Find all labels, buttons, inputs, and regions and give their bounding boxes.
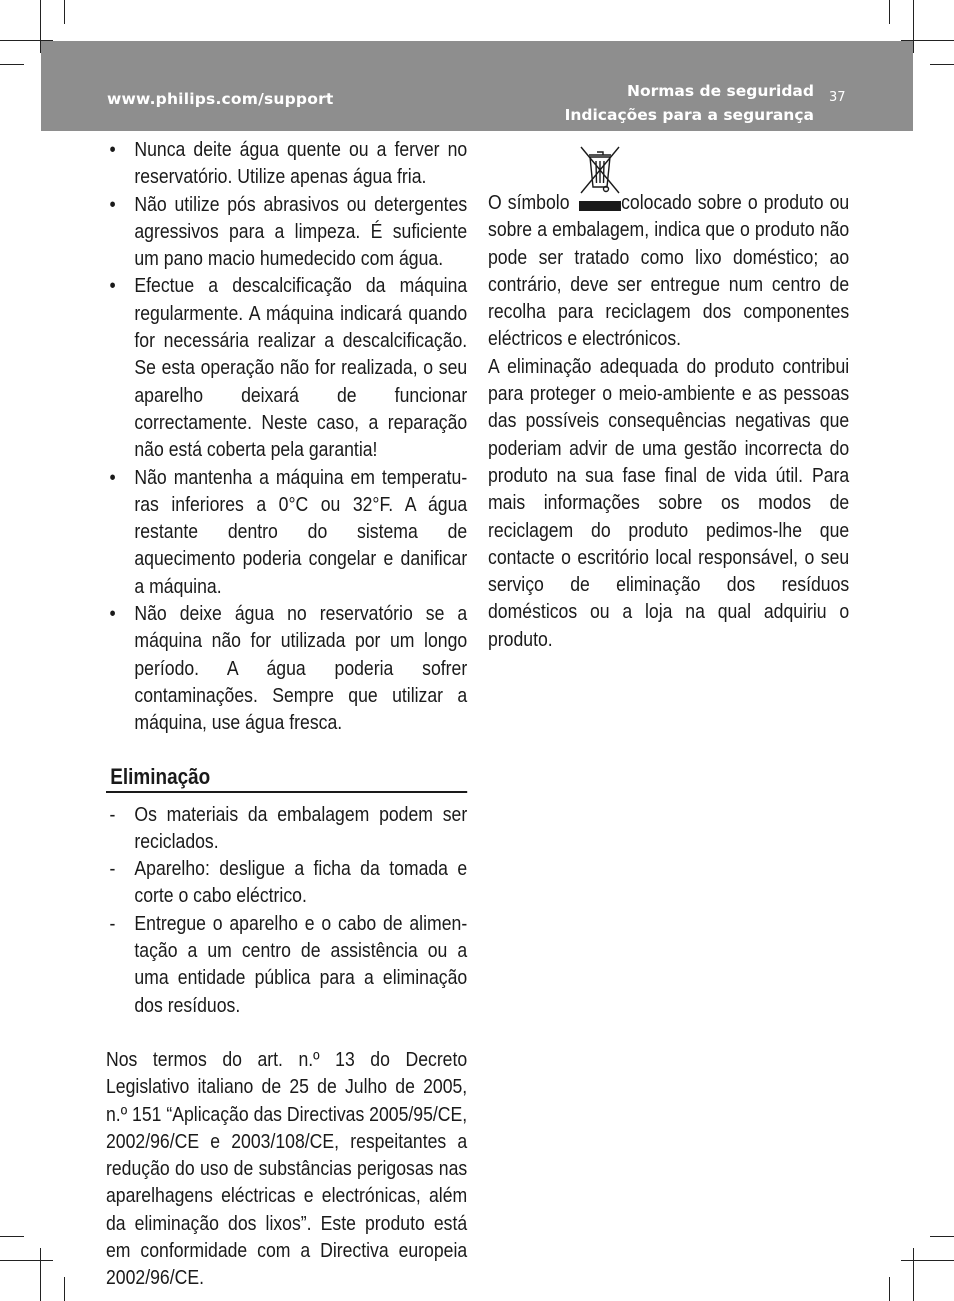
header-title-line2: Indicações para a segurança: [564, 106, 814, 124]
header-title-line1: Normas de seguridad: [627, 82, 814, 100]
symbol-suffix: colocado sobre o produto ou sobre a embalagem, indica que o produto não pode ser tratado como lixo doméstico; ao contrário, deve ser entregue num centro de recolha para reciclagem dos componentes eléctricos e electrónicos.: [488, 191, 850, 351]
header-title: [565, 79, 814, 127]
bullet-item: • Não deixe água no reservatório se a máquina não for utilizada por um longo período. A água poderia sofrer contaminações. Sempre que utilizar a máquina, use água fresca.: [106, 600, 467, 736]
dash-item: - Aparelho: desligue a ficha da tomada e corte o cabo eléctrico.: [106, 855, 467, 910]
bullet-item: • Não mantenha a máquina em temperaturas inferiores a 0°C ou 32°F. A água restante dentro do sistema de aquecimento poderia congelar e danificar a máquina.: [106, 464, 467, 600]
bullet-item: • Efectue a descalcificação da máquina regularmente. A máquina indicará quando for necessária realizar a descalcificação. Se esta operação não for realizada, o seu aparelho deixará de funcionar correctamente. Neste caso, a reparação não está coberta pela garantia!: [106, 272, 467, 463]
section-divider: [106, 791, 467, 793]
bullet-item: • Nunca deite água quente ou a ferver no reservatório. Utilize apenas água fria.: [106, 136, 467, 191]
disposal-dash-list: [106, 801, 467, 1019]
safety-bullet-list: [106, 136, 467, 737]
legal-paragraph: Nos termos do art. n.º 13 do Decreto Legislativo italiano de 25 de Julho de 2005, n.º 151 “Aplicação das Directivas 2005/95/CE, 2002/96/CE e 2003/108/CE, respeitantes a redução do uso de substâncias perigosas nas aparelhagens eléctricas e electrónicas, além da eliminação dos lixos”. Este produto está em conformidade com a Directiva europeia 2002/96/CE.: [106, 1047, 468, 1290]
page-number: 37: [829, 90, 846, 105]
dash-item: - Entregue o aparelho e o cabo de alimentação a um centro de assistência ou a uma entidade pública para a eliminação dos resíduos.: [106, 910, 467, 1019]
symbol-placeholder: [575, 195, 616, 209]
disposal-paragraph: A eliminação adequada do produto contribui para proteger o meio-ambiente e as pessoas das possíveis consequências negativas que poderiam advir de uma gestão incorrecta do produto na sua fase final de vida útil. Para mais informações sobre os modos de reciclagem do produto pedimos-lhe que contacte o escritório local responsável, o seu serviço de eliminação dos resíduos domésticos ou a loja na qual adquiriu o produto.: [488, 354, 850, 651]
symbol-prefix: O símbolo: [488, 191, 570, 214]
bullet-item: • Não utilize pós abrasivos ou detergentes agressivos para a limpeza. É suficiente um pano macio humedecido com água.: [106, 191, 467, 273]
header-band: [41, 41, 913, 131]
right-column: [488, 189, 849, 653]
left-column: [106, 136, 467, 1292]
support-url[interactable]: www.philips.com/support: [107, 90, 334, 108]
dash-item: - Os materiais da embalagem podem ser reciclados.: [106, 801, 467, 856]
section-title: Eliminação: [110, 763, 211, 789]
weee-paragraph: [488, 189, 849, 353]
